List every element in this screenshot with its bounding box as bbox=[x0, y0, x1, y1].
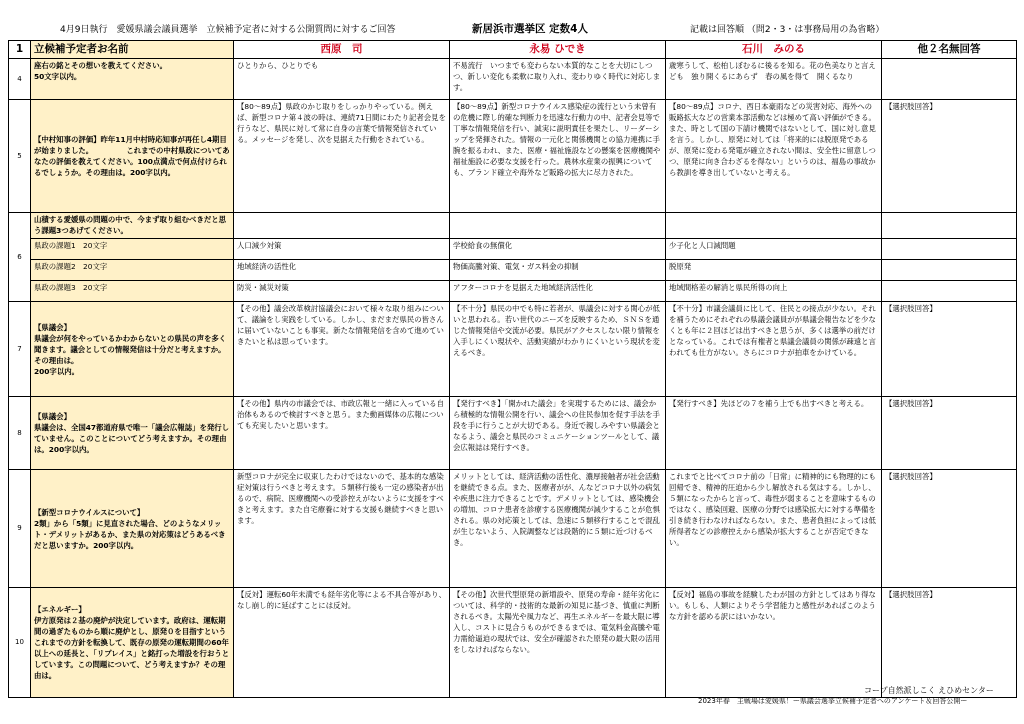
table-row bbox=[9, 260, 1017, 281]
table-row bbox=[9, 397, 1017, 470]
answer-cell: 【その他】県内の市議会では、市政広報と一緒に入っている自治体もあるので検討すべきと思う。また動画媒体の広報についても充実したいと思います。 bbox=[234, 397, 450, 470]
table-row bbox=[9, 59, 1017, 100]
answer-cell: 【選択肢回答】 bbox=[882, 302, 1017, 397]
question-text: 【県議会】 県議会は、全国47都道府県で唯一「議会広報誌」を発行していません。このことについてどう考えますか。その理由は。200字以内。 bbox=[31, 397, 234, 470]
answer-cell: 【不十分】県民の中でも特に若者が、県議会に対する関心が低いと思われる。若い世代のニーズを反映するため、ＳＮＳを通じた情報発信や交流が必要。県民がアクセスしない限り情報を入手しにくい現状や、活動実績がわかりにくいという現状を変えるべき。 bbox=[450, 302, 666, 397]
answer-cell: 【その他】次世代型原発の新増設や、原発の寿命・経年劣化については、科学的・技術的な最新の知見に基づき、慎重に判断されるべき。太陽光や風力など、再生エネルギーを最大限に導入し、コストに見合うものができるまでは、電気料金高騰や電力需給逼迫の現状では、安全が確認された原発の最大限の活用をしなければならない。 bbox=[450, 588, 666, 698]
row-number: 5 bbox=[9, 100, 31, 213]
answer-cell: 【80～89点】新型コロナウイルス感染症の流行という未曾有の危機に際し的確な判断力を迅速な行動力の中、記者会見等で丁寧な情報発信を行い、誠実に説明責任を果たし、リーダーシップを発揮された。情報の一元化と関係機関との協力連携に手腕を振るわれ、また、医療・福祉施設などの懸案を医療機関や福祉施設に必要な支援を行った。農林水産業の振興についても、ブランド確立や海外など販路の拡大に尽力された。 bbox=[450, 100, 666, 213]
question-text: 【県議会】 県議会が何をやっているかわからないとの県民の声を多く聞きます。議会としての情報発信は十分だと考えますか。その理由は。 200字以内。 bbox=[31, 302, 234, 397]
table-row bbox=[9, 100, 1017, 213]
row-number: 10 bbox=[9, 588, 31, 698]
table-row bbox=[9, 588, 1017, 698]
answer-cell bbox=[234, 213, 450, 239]
header-no: 1 bbox=[9, 41, 31, 59]
publication-note: 2023年春 主戦場は愛媛県！ー県議会選挙立候補予定者へのアンケート＆回答公開ー bbox=[698, 697, 968, 705]
question-text: 【エネルギー】 伊方原発は２基の廃炉が決定しています。政府は、運転期間の過ぎたものから順に廃炉とし、原発０を目指すというこれまでの方針を転換して、既存の原発の運転期間の60年以上への延長と、「リプレイス」と銘打った増設を行おうとしています。この問題について、どう考えますか？その理由は。 bbox=[31, 588, 234, 698]
answer-cell: 【発行すべき】「開かれた議会」を実現するためには、議会から積極的な情報公開を行い、議会への住民参加を促す手法を手段を手に行うことが大切である。身近で親しみやすい県議会となるよう、議会と県民のコミュニケーションツールとして、議会広報誌は発行すべき。 bbox=[450, 397, 666, 470]
answer-cell: 人口減少対策 bbox=[234, 239, 450, 260]
answer-cell: 【80～89点】県政のかじ取りをしっかりやっている。例えば、新型コロナ第４波の時は、連続71日間にわたり記者会見を行うなど、県民に対して常に自身の言葉で情報発信されている。メッセージを発し、次を見据えた行動をされている。 bbox=[234, 100, 450, 213]
header-question: 立候補予定者お名前 bbox=[31, 41, 234, 59]
answer-cell: 学校給食の無償化 bbox=[450, 239, 666, 260]
answer-cell: 少子化と人口減問題 bbox=[666, 239, 882, 260]
row-number: 9 bbox=[9, 470, 31, 588]
answer-cell: 不易流行 いつまでも変わらない本質的なことを大切にしつつ、新しい変化も柔軟に取り入れ、変わりゆく時代に対応します。 bbox=[450, 59, 666, 100]
answer-cell: 防災・減災対策 bbox=[234, 281, 450, 302]
question-text: 山積する愛媛県の問題の中で、今まず取り組むべきだと思う課題3つあげてください。 bbox=[31, 213, 234, 239]
answer-cell bbox=[666, 213, 882, 239]
organization-name: コープ自然派しこく えひめセンター bbox=[864, 686, 994, 695]
question-text: 座右の銘とその想いを教えてください。 50文字以内。 bbox=[31, 59, 234, 100]
issue-label: 県政の課題1 20文字 bbox=[31, 239, 234, 260]
answer-cell: 物価高騰対策、電気・ガス料金の抑制 bbox=[450, 260, 666, 281]
issue-label: 県政の課題2 20文字 bbox=[31, 260, 234, 281]
answer-cell: 【選択肢回答】 bbox=[882, 397, 1017, 470]
row-number: 8 bbox=[9, 397, 31, 470]
table-row bbox=[9, 470, 1017, 588]
answer-cell: 【反対】福島の事故を経験したわが国の方針としてはあり得ない。もしも、人類によりそう学習能力と感性があればこのような方針を認める訳にはいかない。 bbox=[666, 588, 882, 698]
answer-cell bbox=[882, 59, 1017, 100]
issue-label: 県政の課題3 20文字 bbox=[31, 281, 234, 302]
answer-cell bbox=[882, 281, 1017, 302]
candidate-name-1: 西原 司 bbox=[234, 41, 450, 59]
table-row bbox=[9, 302, 1017, 397]
row-number: 4 bbox=[9, 59, 31, 100]
answer-cell: アフターコロナを見据えた地域経済活性化 bbox=[450, 281, 666, 302]
survey-table bbox=[8, 40, 1017, 698]
answer-cell: メリットとしては、経済活動の活性化、濃厚接触者が社会活動を継続できる点。また、医療者がが、んなどコロナ以外の病気や疾患に注力できることです。デメリットとしては、感染機会の増加、コロナ患者を診療する医療機関が減少することが危惧される。県の対応策としては、急速に５類移行することで混乱が生じないよう、入院調整などは段階的に５類に近づけるべき。 bbox=[450, 470, 666, 588]
answer-cell: 地域経済の活性化 bbox=[234, 260, 450, 281]
answer-cell: 【選択肢回答】 bbox=[882, 588, 1017, 698]
answer-cell: 新型コロナが完全に収束したわけではないので、基本的な感染症対策は行うべきと考えます。５類移行後も一定の感染者が出るので、病院、医療機関への受診控えがないように支援をすべきと考えます。また自宅療養に対する支援も継続すべきと思います。 bbox=[234, 470, 450, 588]
answer-cell bbox=[882, 213, 1017, 239]
row-number: 7 bbox=[9, 302, 31, 397]
answer-cell: 【80～89点】コロナ、西日本豪雨などの災害対応、海外への販路拡大などの営業本部活動などは極めて高い評価ができる。また、時として国の下請け機関ではないとして、国に対し意見を言う。しかし、原発に対しては「将来的には脱原発であるが、原発に変わる発電が確立されない間は、安全性に留意しつつ、原発に向き合わざるを得ない」というのは、福島の事故から教訓を導き出していないと考える。 bbox=[666, 100, 882, 213]
answer-cell: 【その他】議会改革検討協議会において様々な取り組みについて、議論をし実践をしている。しかし、まだまだ県民の皆さんに届いていないことも事実。新たな情報発信を含めて進めていきたいと私は思っています。 bbox=[234, 302, 450, 397]
document-header bbox=[0, 0, 1024, 40]
candidate-name-3: 石川 みのる bbox=[666, 41, 882, 59]
answer-cell: これまでと比べてコロナ前の「日常」に精神的にも物理的にも回帰でき、精神的圧迫から少し解放される気はする。しかし、５類になったからと言って、毒性が弱まることを意味するものではなく、感染回避、医療の分野では感染拡大に対する準備を引き続き行わなければならない。また、患者負担によっては低所得者などの診療控えから感染が拡大することが否定できない。 bbox=[666, 470, 882, 588]
answer-cell: 地域間格差の解消と県民所得の向上 bbox=[666, 281, 882, 302]
answer-cell bbox=[882, 260, 1017, 281]
table-row bbox=[9, 239, 1017, 260]
answer-cell: 【発行すべき】先ほどの７を補う上でも出すべきと考える。 bbox=[666, 397, 882, 470]
answer-cell: 【選択肢回答】 bbox=[882, 470, 1017, 588]
table-row bbox=[9, 213, 1017, 239]
answer-cell bbox=[450, 213, 666, 239]
answer-cell: ひとりから、ひとりでも bbox=[234, 59, 450, 100]
answer-cell bbox=[882, 239, 1017, 260]
row-number: 6 bbox=[9, 213, 31, 302]
no-answer-header: 他２名無回答 bbox=[882, 41, 1017, 59]
answer-cell: 【反対】運転60年未満でも経年劣化等による不具合等があり、なし崩し的に延ばすことには反対。 bbox=[234, 588, 450, 698]
answer-cell: 【選択肢回答】 bbox=[882, 100, 1017, 213]
table-header-row bbox=[9, 41, 1017, 59]
order-note: 記載は回答順 （問2・3・は事務局用の為省略） bbox=[690, 25, 885, 35]
answer-cell: 【不十分】市議会議員に比して、住民との接点が少ない。それを補うためにそれぞれの県議会議員がが県議会報告などを少なくとも年に２回ほどは出すべきと思うが、多くは選挙の前だけとなっている。これでは有権者と県議会議員の関係が疎遠と言われても仕方がない。さらにコロナが拍車をかけている。 bbox=[666, 302, 882, 397]
answer-cell: 歳寒うして、松柏しぼむるに後るを知る。花の色美なりと言えども 独り開くるにあらず 春の風を得て 開くるなり bbox=[666, 59, 882, 100]
answer-cell: 脱原発 bbox=[666, 260, 882, 281]
district-title: 新居浜市選挙区 定数4人 bbox=[472, 23, 588, 35]
table-row bbox=[9, 281, 1017, 302]
question-text: 【新型コロナウイルスについて】 2類」から「5類」に見直された場合、どのようなメリット・デメリットがあるか、また県の対応策はどうあるべきだと思いますか。200字以内。 bbox=[31, 470, 234, 588]
candidate-name-2: 永易 ひでき bbox=[450, 41, 666, 59]
document-title: 4月9日執行 愛媛県議会議員選挙 立候補予定者に対する公開質問に対するご回答 bbox=[60, 25, 396, 35]
question-text: 【中村知事の評価】昨年11月中村時応知事が再任し4期目が始まりました。 これまでの中村県政についてあなたの評価を教えてください。100点満点で何点付けられるでしょうか。その理由は。200字以内。 bbox=[31, 100, 234, 213]
